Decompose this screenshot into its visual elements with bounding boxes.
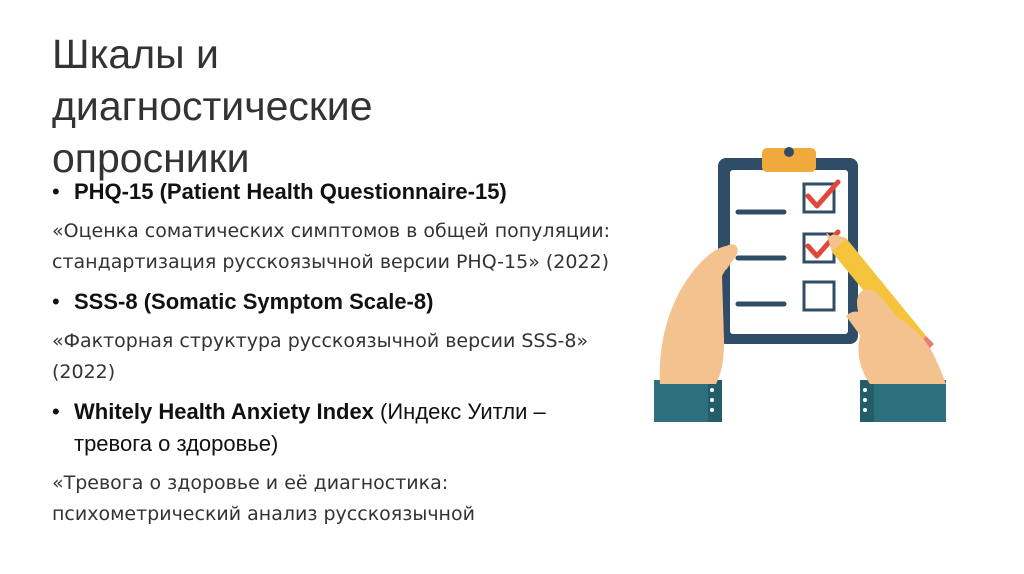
- bullet-item: [52, 286, 622, 318]
- item-name: PHQ-15 (Patient Health Questionnaire-15): [74, 179, 507, 204]
- bullet-item: [52, 396, 622, 460]
- bullet-item: [52, 176, 622, 208]
- item-reference: «Тревога о здоровье и её диагностика: психометрический анализ русскоязычной: [52, 472, 475, 525]
- bullet-dot: •: [52, 179, 60, 204]
- title-line-3: опросники: [52, 135, 250, 181]
- title-line-1: Шкалы и: [52, 31, 219, 77]
- item-name: SSS-8 (Somatic Symptom Scale-8): [74, 289, 434, 314]
- left-sleeve-cuff: [654, 380, 722, 422]
- item-reference: «Оценка соматических симптомов в общей популяции: стандартизация русскоязычной версии PHQ-15» (2022): [52, 220, 611, 273]
- slide-content: [52, 176, 622, 538]
- clipboard-checklist-icon: [650, 140, 950, 430]
- item-name-rest: (Индекс Уитли – тревога о здоровье): [74, 399, 546, 456]
- left-hand: [660, 246, 734, 384]
- item-reference: «Факторная структура русскоязычной версии SSS-8» (2022): [52, 330, 589, 383]
- title-line-2: диагностические: [52, 83, 373, 129]
- bullet-dot: •: [52, 289, 60, 314]
- item-name: Whitely Health Anxiety Index: [74, 399, 374, 424]
- right-hand: [857, 289, 946, 384]
- bullet-dot: •: [52, 399, 60, 424]
- slide-title: [52, 28, 492, 184]
- right-sleeve-cuff: [860, 380, 946, 422]
